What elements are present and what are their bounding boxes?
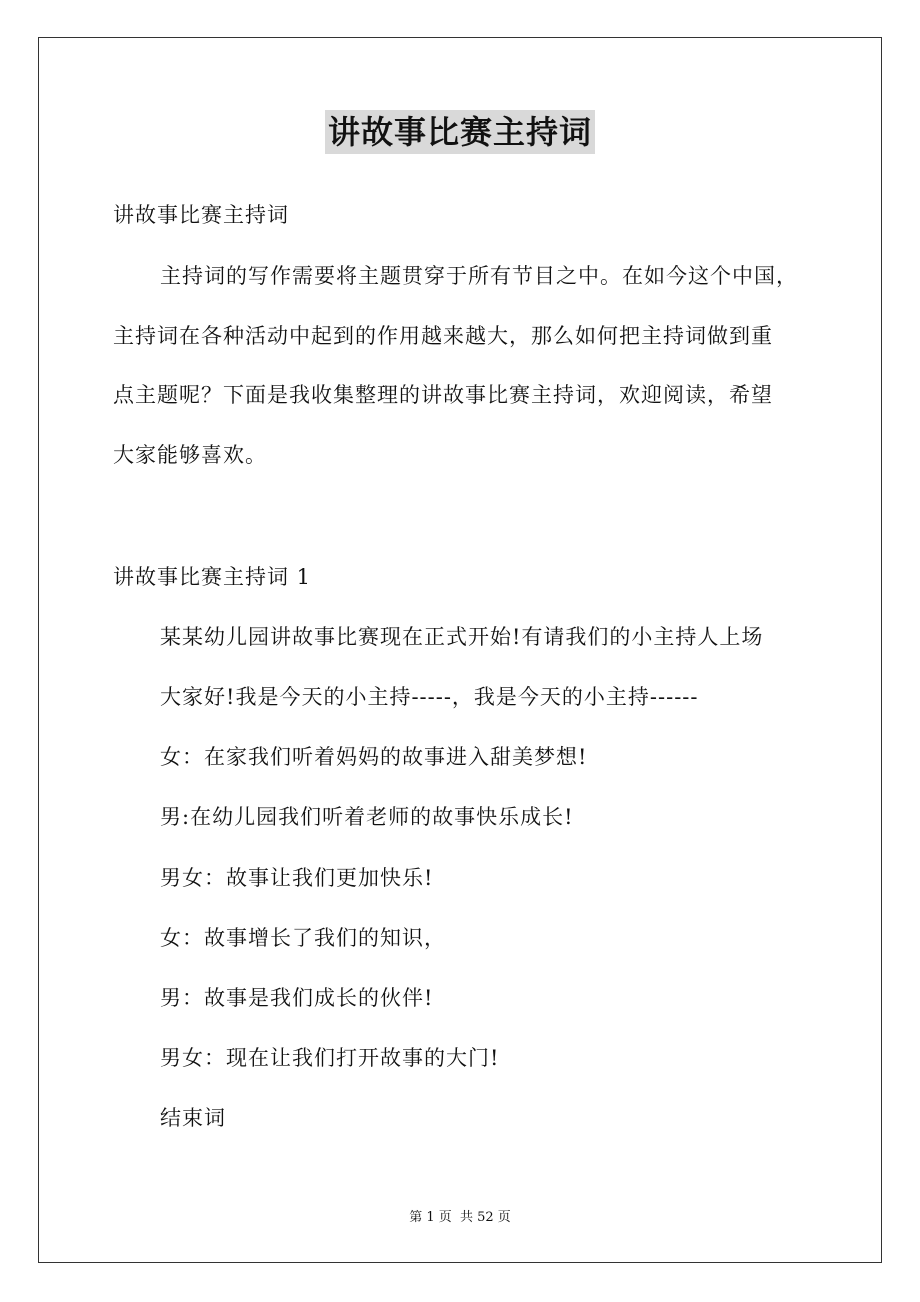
section-line: 女：在家我们听着妈妈的故事进入甜美梦想! [160,745,588,769]
section-line: 男:在幼儿园我们听着老师的故事快乐成长! [160,805,574,829]
section-line: 结束词 [160,1106,226,1130]
intro-line: 大家能够喜欢。 [113,443,267,467]
section-line: 女：故事增长了我们的知识， [160,926,446,950]
intro-line: 点主题呢？下面是我收集整理的讲故事比赛主持词，欢迎阅读，希望 [113,383,773,407]
page-total: 共 52 页 [459,1210,511,1225]
document-title: 讲故事比赛主持词 [325,110,595,154]
section-line: 某某幼儿园讲故事比赛现在正式开始!有请我们的小主持人上场 [160,625,764,649]
page-number: 第 1 页 [409,1210,452,1225]
page-footer [0,1206,920,1225]
section-line: 男：故事是我们成长的伙伴! [160,986,434,1010]
title-container [0,110,920,154]
section-line: 大家好!我是今天的小主持-----，我是今天的小主持------ [160,685,699,709]
intro-line: 主持词的写作需要将主题贯穿于所有节目之中。在如今这个中国， [160,264,798,288]
section-line: 男女：现在让我们打开故事的大门! [160,1046,500,1070]
section-line: 男女：故事让我们更加快乐! [160,866,434,890]
section-heading: 讲故事比赛主持词 1 [113,565,312,589]
subtitle: 讲故事比赛主持词 [113,203,289,227]
intro-line: 主持词在各种活动中起到的作用越来越大，那么如何把主持词做到重 [113,324,773,348]
